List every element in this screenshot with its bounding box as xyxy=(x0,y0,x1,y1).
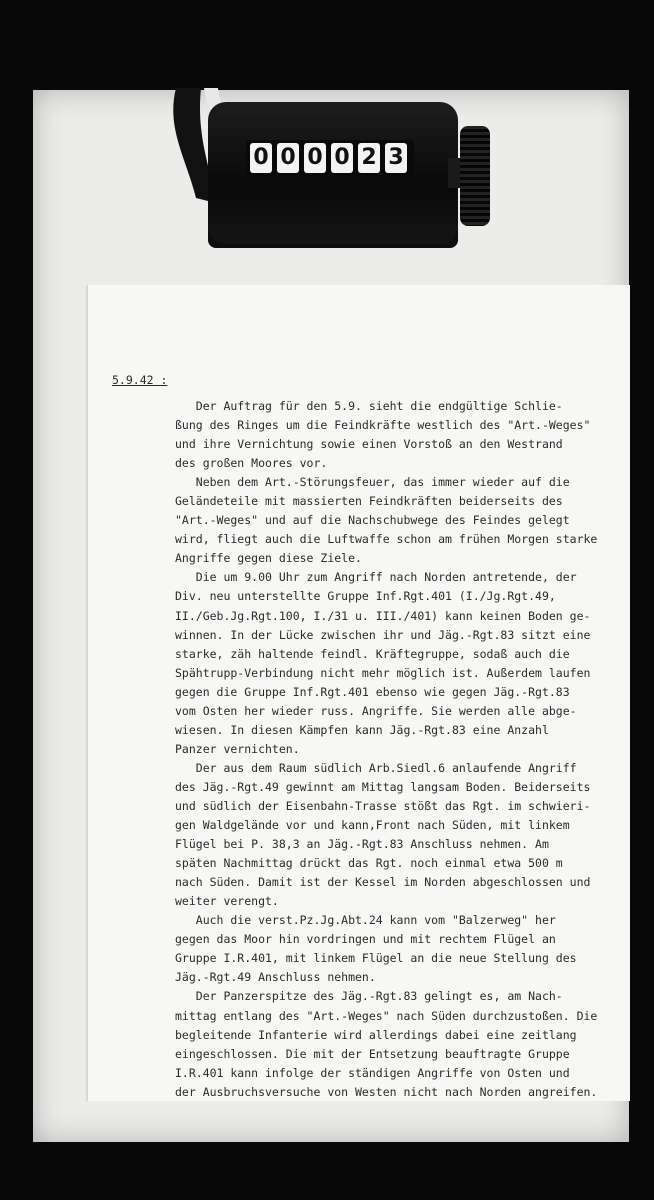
text-line: I.R.401 kann infolge der ständigen Angriffe von Osten und xyxy=(175,1065,570,1080)
text-line: weiter verengt. xyxy=(175,894,279,909)
text-line: begleitende Infanterie wird allerdings dabei eine zeitlang xyxy=(175,1027,577,1042)
counter-digit: 3 xyxy=(385,143,407,173)
text-line: Auch die verst.Pz.Jg.Abt.24 kann vom "Balzerweg" her xyxy=(175,913,556,928)
counter-digit: 2 xyxy=(358,143,380,173)
text-line: wiesen. In diesen Kämpfen kann Jäg.-Rgt.83 eine Anzahl xyxy=(175,722,549,737)
text-line: Flügel bei P. 38,3 an Jäg.-Rgt.83 Anschluss nehmen. Am xyxy=(175,837,549,852)
counter-digit: 0 xyxy=(304,143,326,173)
text-line: Die um 9.00 Uhr zum Angriff nach Norden antretende, der xyxy=(175,570,577,585)
text-line: Panzer vernichten. xyxy=(175,741,300,756)
text-line: ßung des Ringes um die Feindkräfte westlich des "Art.-Weges" xyxy=(175,418,591,433)
text-line: Der Panzerspitze des Jäg.-Rgt.83 gelingt es, am Nach- xyxy=(175,989,563,1004)
text-line: Spähtrupp-Verbindung nicht mehr möglich ist. Außerdem laufen xyxy=(175,665,591,680)
text-line: gegen die Gruppe Inf.Rgt.401 ebenso wie gegen Jäg.-Rgt.83 xyxy=(175,684,570,699)
text-line: eingeschlossen. Die mit der Entsetzung beauftragte Gruppe xyxy=(175,1046,570,1061)
document-body xyxy=(175,397,630,1102)
text-line: Gruppe I.R.401, mit linkem Flügel an die neue Stellung des xyxy=(175,951,577,966)
text-line: späten Nachmittag drückt das Rgt. noch einmal etwa 500 m xyxy=(175,856,563,871)
counter-digit: 0 xyxy=(277,143,299,173)
text-line: mittag entlang des "Art.-Weges" nach Süden durchzustoßen. Die xyxy=(175,1008,598,1023)
text-line: Jäg.-Rgt.49 Anschluss nehmen. xyxy=(175,970,376,985)
text-line: des Jäg.-Rgt.49 gewinnt am Mittag langsam Boden. Beiderseits xyxy=(175,779,591,794)
counter-knob-icon xyxy=(460,126,490,226)
text-line: vom Osten her wieder russ. Angriffe. Sie werden alle abge- xyxy=(175,703,577,718)
text-line: Angriffe gegen diese Ziele. xyxy=(175,551,362,566)
text-line: wird, fliegt auch die Luftwaffe schon am frühen Morgen starke xyxy=(175,532,598,547)
typed-document-page xyxy=(88,285,630,1101)
text-line: der Ausbruchsversuche von Westen nicht nach Norden angreifen. xyxy=(175,1084,598,1099)
text-line: nach Süden. Damit ist der Kessel im Norden abgeschlossen und xyxy=(175,875,591,890)
text-line: winnen. In der Lücke zwischen ihr und Jäg.-Rgt.83 sitzt eine xyxy=(175,627,591,642)
text-line: II./Geb.Jg.Rgt.100, I./31 u. III./401) kann keinen Boden ge- xyxy=(175,608,591,623)
text-line: starke, zäh haltende feindl. Kräftegruppe, sodaß auch die xyxy=(175,646,570,661)
text-line: Der Auftrag für den 5.9. sieht die endgültige Schlie- xyxy=(175,399,563,413)
text-line: und ihre Vernichtung sowie einen Vorstoß an den Westrand xyxy=(175,437,563,452)
text-line: gen Waldgelände vor und kann,Front nach Süden, mit linkem xyxy=(175,818,570,833)
counter-digit: 0 xyxy=(331,143,353,173)
text-line: gegen das Moor hin vordringen und mit rechtem Flügel an xyxy=(175,932,556,947)
text-line: Div. neu unterstellte Gruppe Inf.Rgt.401 (I./Jg.Rgt.49, xyxy=(175,589,556,604)
text-line: "Art.-Weges" und auf die Nachschubwege des Feindes gelegt xyxy=(175,513,570,528)
text-line: des großen Moores vor. xyxy=(175,456,328,471)
text-line: Neben dem Art.-Störungsfeuer, das immer wieder auf die xyxy=(175,475,570,490)
counter-display xyxy=(246,140,414,176)
text-line: Der aus dem Raum südlich Arb.Siedl.6 anlaufende Angriff xyxy=(175,760,577,775)
frame-counter-device xyxy=(150,88,500,263)
text-line: und südlich der Eisenbahn-Trasse stößt das Rgt. im schwieri- xyxy=(175,798,591,813)
entry-date: 5.9.42 : xyxy=(112,373,168,387)
text-line: Geländeteile mit massierten Feindkräften beiderseits des xyxy=(175,494,563,509)
counter-digit: 0 xyxy=(250,143,272,173)
